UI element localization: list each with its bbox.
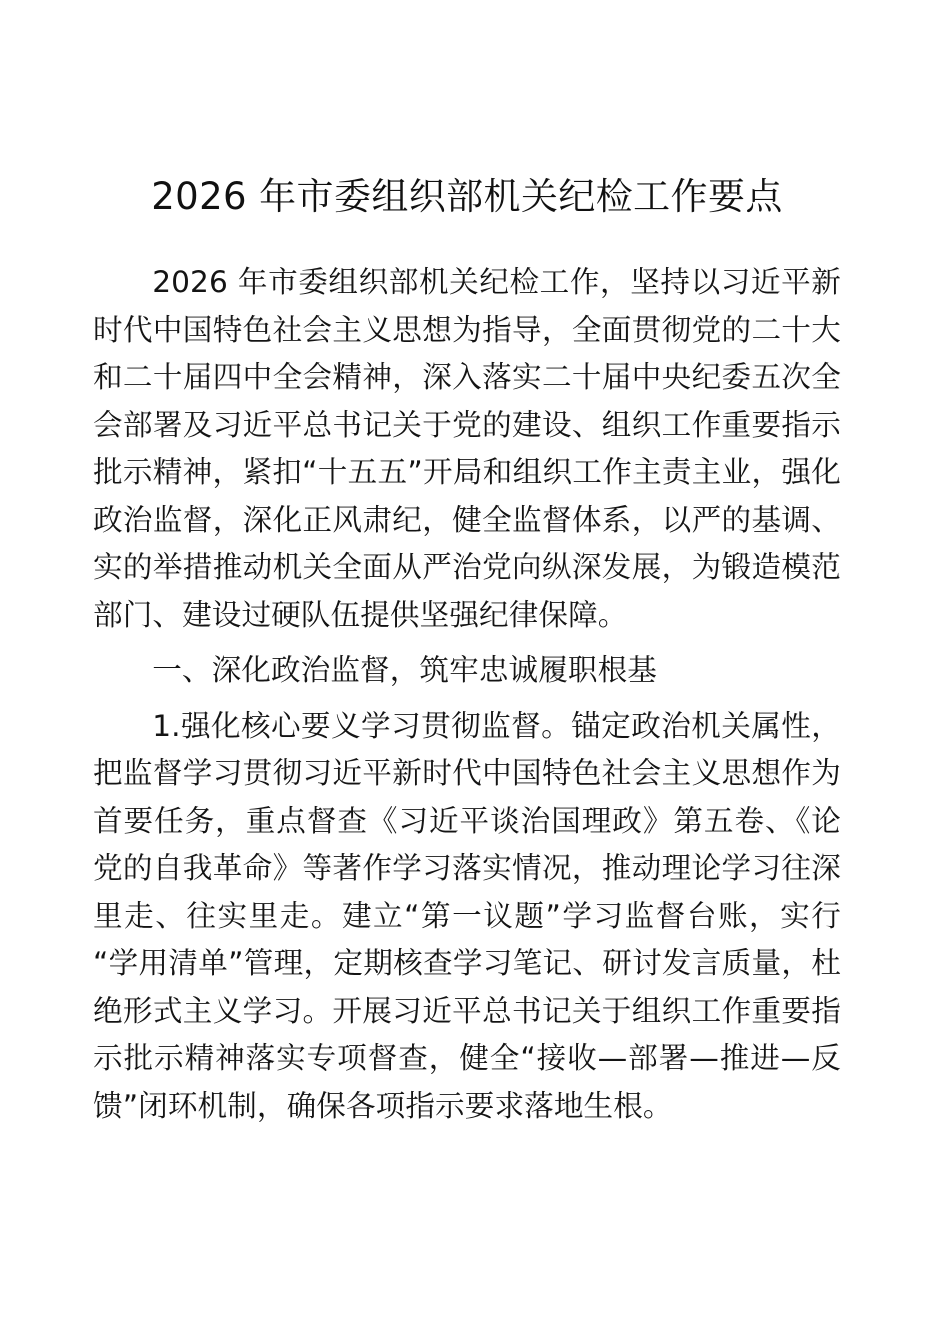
intro-paragraph: 2026 年市委组织部机关纪检工作，坚持以习近平新时代中国特色社会主义思想为指导，全面贯彻党的二十大和二十届四中全会精神，深入落实二十届中央纪委五次全会部署及习近平总书记关于党的建设、组织工作重要指示批示精神，紧扣“十五五”开局和组织工作主责主业，强化政治监督，深化正风肃纪，健全监督体系，以严的基调、实的举措推动机关全面从严治党向纵深发展，为锻造模范部门、建设过硬队伍提供坚强纪律保障。 — [93, 265, 841, 632]
page-title: 2026 年市委组织部机关纪检工作要点 — [151, 175, 783, 218]
document-body — [93, 0, 841, 1310]
section-heading-one: 一、深化政治监督，筑牢忠诚履职根基 — [152, 653, 657, 687]
numbered-item-1-1: 1.强化核心要义学习贯彻监督。锚定政治机关属性，把监督学习贯彻习近平新时代中国特色社会主义思想作为首要任务，重点督查《习近平谈治国理政》第五卷、《论党的自我革命》等著作学习落实情况，推动理论学习往深里走、往实里走。建立“第一议题”学习监督台账，实行“学用清单”管理，定期核查学习笔记、研讨发言质量，杜绝形式主义学习。开展习近平总书记关于组织工作重要指示批示精神落实专项督查，健全“接收—部署—推进—反馈”闭环机制，确保各项指示要求落地生根。 — [93, 708, 841, 1123]
page-blank-tail — [93, 1130, 841, 1310]
